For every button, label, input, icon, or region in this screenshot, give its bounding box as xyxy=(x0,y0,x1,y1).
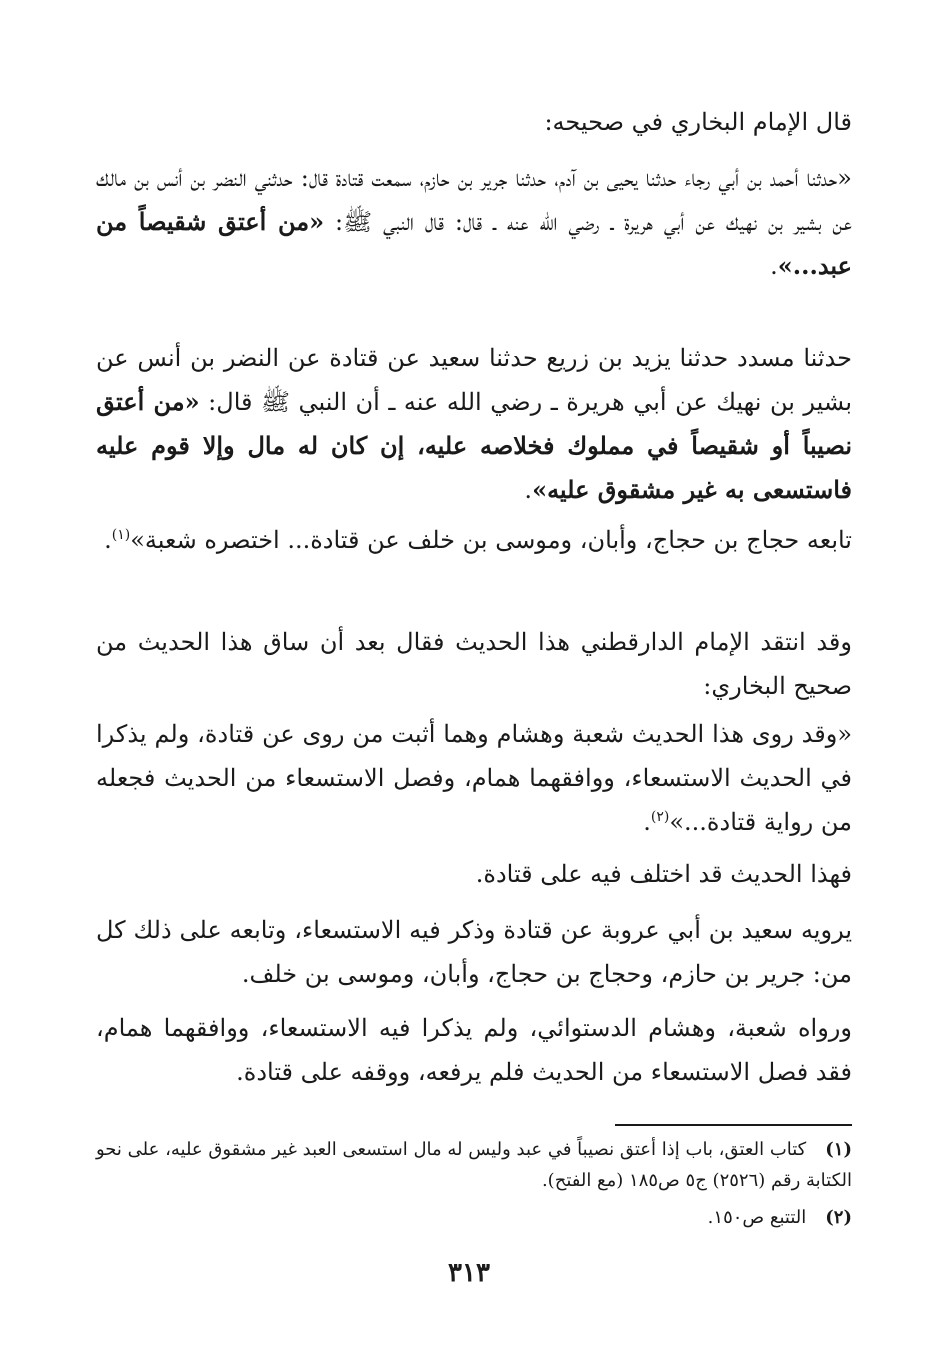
hadith-1-bold-text: «من أعتق شقيصاً من عبد...» xyxy=(96,207,852,280)
follow-end: . xyxy=(104,526,112,554)
quote-paragraph xyxy=(96,712,852,844)
narration-2-text: ورواه شعبة، وهشام الدستوائي، ولم يذكرا فيه الاستسعاء، ووافقهما همام، فقد فصل الاستسعاء من الحديث فلم يرفعه، ووقفه على قتادة. xyxy=(96,1014,852,1086)
follow-text: تابعه حجاج بن حجاج، وأبان، وموسى بن خلف عن قتادة... اختصره شعبة» xyxy=(130,526,852,554)
footnote-1 xyxy=(96,1134,852,1196)
differ-paragraph xyxy=(96,852,852,896)
footnote-ref-1: (١) xyxy=(111,527,131,543)
hadith-2-text: حدثنا مسدد حدثنا يزيد بن زريع حدثنا سعيد عن قتادة عن النضر بن أنس عن بشير بن نهيك عن أبي هريرة ـ رضي الله عنه ـ أن النبي ﷺ قال: xyxy=(96,344,852,416)
footnote-ref-2: (٢) xyxy=(650,809,670,825)
hadith-1-end: . xyxy=(770,252,778,280)
hadith-1-paragraph xyxy=(96,156,852,288)
footnote-2-text: التتبع ص١٥٠. xyxy=(707,1207,807,1228)
intro-text: قال الإمام البخاري في صحيحه: xyxy=(544,108,852,136)
hadith-2-end: . xyxy=(524,476,533,504)
footnote-2 xyxy=(96,1202,852,1233)
quote-text: «وقد روى هذا الحديث شعبة وهشام وهما أثبت من روى عن قتادة، ولم يذكرا في الحديث الاستسعاء، ووافقهما همام، وفصل الاستسعاء من الحديث فجعله من رواية قتادة...» xyxy=(96,720,853,836)
daraqutni-text: وقد انتقد الإمام الدارقطني هذا الحديث فقال بعد أن ساق هذا الحديث من صحيح البخاري: xyxy=(96,628,852,700)
footnote-divider xyxy=(615,1124,852,1126)
follow-paragraph xyxy=(96,518,852,562)
footnote-1-number: (١) xyxy=(825,1139,852,1160)
footnote-1-text: كتاب العتق، باب إذا أعتق نصيباً في عبد وليس له مال استسعى العبد غير مشقوق عليه، على نحو الكتابة رقم (٢٥٢٦) ج٥ ص١٨٥ (مع الفتح). xyxy=(96,1139,852,1191)
intro-paragraph xyxy=(96,100,852,144)
hadith-2-paragraph xyxy=(96,336,852,512)
hadith-2-bold-text: «من أعتق نصيباً أو شقيصاً في مملوك فخلاصه عليه، إن كان له مال وإلا قوم عليه فاستسعى به غير مشقوق عليه» xyxy=(96,387,852,504)
narration-1-paragraph xyxy=(96,908,852,996)
narration-2-paragraph xyxy=(96,1006,852,1094)
footnote-2-number: (٢) xyxy=(825,1207,852,1228)
daraqutni-paragraph xyxy=(96,620,852,708)
hadith-1-text: «حدثنا أحمد بن أبي رجاء حدثنا يحيى بن آدم، حدثنا جرير بن حازم، سمعت قتادة قال: حدثني النضر بن أنس بن مالك عن بشير بن نهيك عن أبي هريرة ـ رضي الله عنه ـ قال: قال النبي ﷺ: xyxy=(96,164,852,236)
differ-text: فهذا الحديث قد اختلف فيه على قتادة. xyxy=(475,860,852,888)
narration-1-text: يرويه سعيد بن أبي عروبة عن قتادة وذكر فيه الاستسعاء، وتابعه على ذلك كل من: جرير بن حازم، وحجاج بن حجاج، وأبان، وموسى بن خلف. xyxy=(96,916,852,988)
quote-end: . xyxy=(643,808,651,836)
page-number: ٣١٣ xyxy=(448,1258,490,1288)
